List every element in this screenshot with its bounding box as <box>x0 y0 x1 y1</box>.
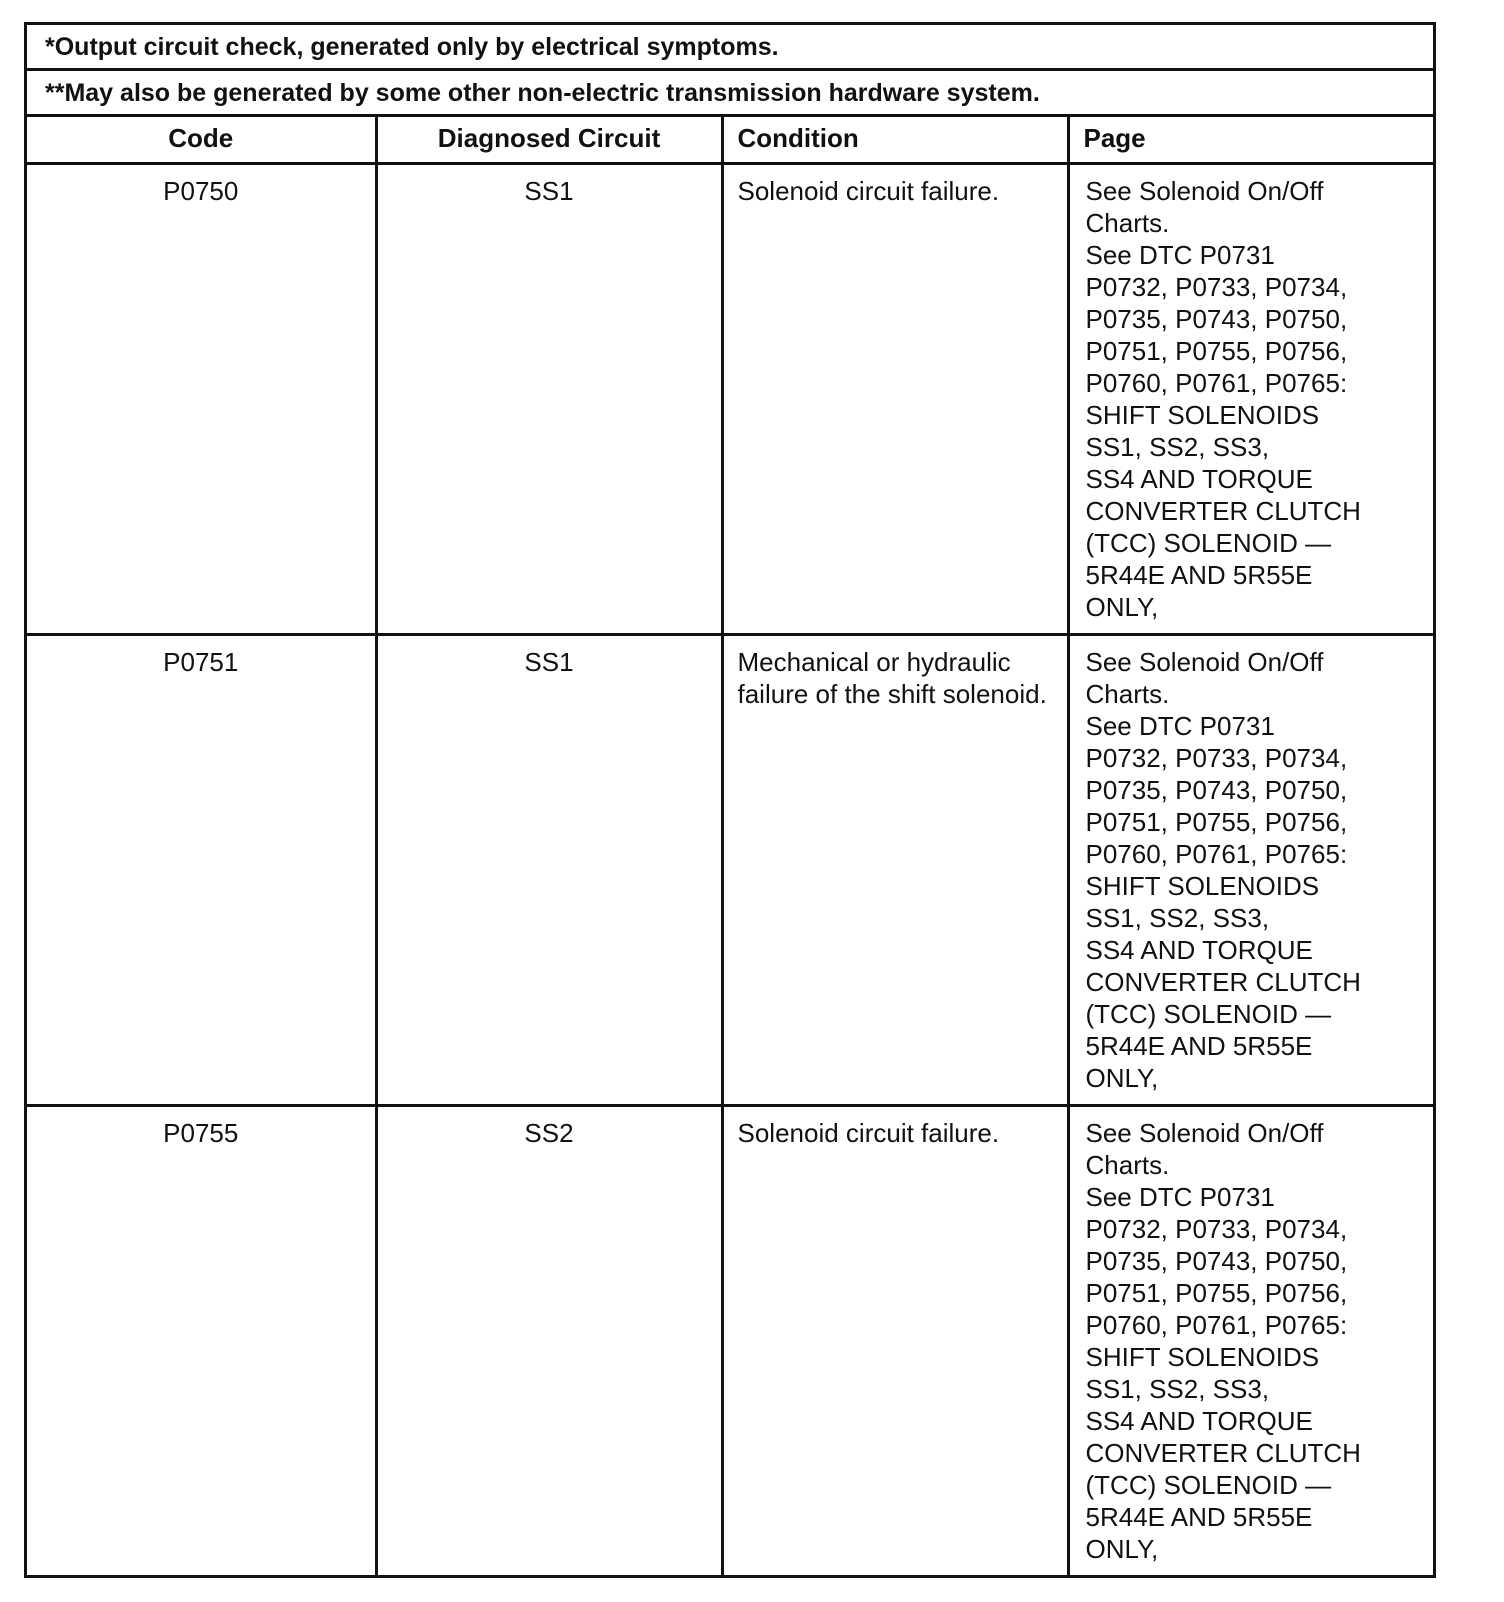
page-reference-line: SS1, SS2, SS3, <box>1085 902 1270 933</box>
page-reference-line: P0732, P0733, P0734, <box>1085 1213 1348 1244</box>
code-cell: P0751 <box>27 634 376 1105</box>
code-cell: P0750 <box>27 163 376 634</box>
condition-line: failure of the shift solenoid. <box>737 678 1047 709</box>
page-reference-line: ONLY, <box>1085 591 1159 622</box>
code-cell: P0755 <box>27 1105 376 1575</box>
header-row <box>27 117 1433 163</box>
column-header-diagnosed-circuit: Diagnosed Circuit <box>376 117 722 163</box>
condition-line: Solenoid circuit failure. <box>737 1117 1000 1148</box>
page-reference-line: P0732, P0733, P0734, <box>1085 271 1348 302</box>
page-reference-line: CONVERTER CLUTCH <box>1085 1437 1361 1468</box>
page-reference-line: SS4 AND TORQUE <box>1085 1405 1313 1436</box>
page-reference-line: SS4 AND TORQUE <box>1085 463 1313 494</box>
page-reference-line: P0732, P0733, P0734, <box>1085 742 1348 773</box>
page-reference-line: P0735, P0743, P0750, <box>1085 774 1348 805</box>
page-reference-line: SS4 AND TORQUE <box>1085 934 1313 965</box>
table-row <box>27 1105 1433 1575</box>
dtc-table <box>27 117 1433 1575</box>
page-reference-line: P0760, P0761, P0765: <box>1085 838 1348 869</box>
diagnosed-circuit-cell: SS1 <box>376 163 722 634</box>
table-row <box>27 163 1433 634</box>
condition-line: Solenoid circuit failure. <box>737 175 1000 206</box>
footnote-non-electric: **May also be generated by some other non-electric transmission hardware system. <box>27 71 1433 117</box>
page-reference-line: SHIFT SOLENOIDS <box>1085 1341 1320 1372</box>
page-reference-line: SHIFT SOLENOIDS <box>1085 399 1320 430</box>
diagnosed-circuit-cell: SS1 <box>376 634 722 1105</box>
dtc-table-sheet <box>24 22 1436 1578</box>
page-reference-line: P0760, P0761, P0765: <box>1085 1309 1348 1340</box>
page-reference-line: CONVERTER CLUTCH <box>1085 966 1361 997</box>
page-reference-cell <box>1068 1105 1433 1575</box>
page-reference-line: 5R44E AND 5R55E <box>1085 1030 1313 1061</box>
page-reference-line: Charts. <box>1085 678 1170 709</box>
page-reference-line: ONLY, <box>1085 1533 1159 1564</box>
column-header-page: Page <box>1068 117 1433 163</box>
page-reference-line: P0751, P0755, P0756, <box>1085 335 1348 366</box>
page-reference-line: (TCC) SOLENOID — <box>1085 998 1332 1029</box>
diagnosed-circuit-cell: SS2 <box>376 1105 722 1575</box>
page-reference-line: See Solenoid On/Off <box>1085 175 1324 206</box>
page-reference-line: P0735, P0743, P0750, <box>1085 303 1348 334</box>
condition-line: Mechanical or hydraulic <box>737 646 1011 677</box>
page-reference-line: SS1, SS2, SS3, <box>1085 1373 1270 1404</box>
page-reference-cell <box>1068 163 1433 634</box>
page-reference-line: CONVERTER CLUTCH <box>1085 495 1361 526</box>
page-reference-line: See Solenoid On/Off <box>1085 646 1324 677</box>
page-reference-line: See DTC P0731 <box>1085 239 1275 270</box>
page-reference-line: P0760, P0761, P0765: <box>1085 367 1348 398</box>
condition-cell <box>722 634 1068 1105</box>
column-header-condition: Condition <box>722 117 1068 163</box>
page-reference-line: See DTC P0731 <box>1085 710 1275 741</box>
page-reference-line: See Solenoid On/Off <box>1085 1117 1324 1148</box>
condition-cell <box>722 1105 1068 1575</box>
page-reference-line: 5R44E AND 5R55E <box>1085 1501 1313 1532</box>
page-reference-cell <box>1068 634 1433 1105</box>
page-reference-line: P0751, P0755, P0756, <box>1085 806 1348 837</box>
column-header-code: Code <box>168 123 234 153</box>
page-reference-line: Charts. <box>1085 1149 1170 1180</box>
page-reference-line: 5R44E AND 5R55E <box>1085 559 1313 590</box>
page-reference-line: P0735, P0743, P0750, <box>1085 1245 1348 1276</box>
condition-cell <box>722 163 1068 634</box>
page-reference-line: ONLY, <box>1085 1062 1159 1093</box>
page-reference-line: (TCC) SOLENOID — <box>1085 1469 1332 1500</box>
page-reference-line: P0751, P0755, P0756, <box>1085 1277 1348 1308</box>
page-reference-line: (TCC) SOLENOID — <box>1085 527 1332 558</box>
page-reference-line: See DTC P0731 <box>1085 1181 1275 1212</box>
page-reference-line: SS1, SS2, SS3, <box>1085 431 1270 462</box>
footnote-output-circuit: *Output circuit check, generated only by electrical symptoms. <box>27 25 1433 71</box>
page-reference-line: SHIFT SOLENOIDS <box>1085 870 1320 901</box>
table-row <box>27 634 1433 1105</box>
page-reference-line: Charts. <box>1085 207 1170 238</box>
